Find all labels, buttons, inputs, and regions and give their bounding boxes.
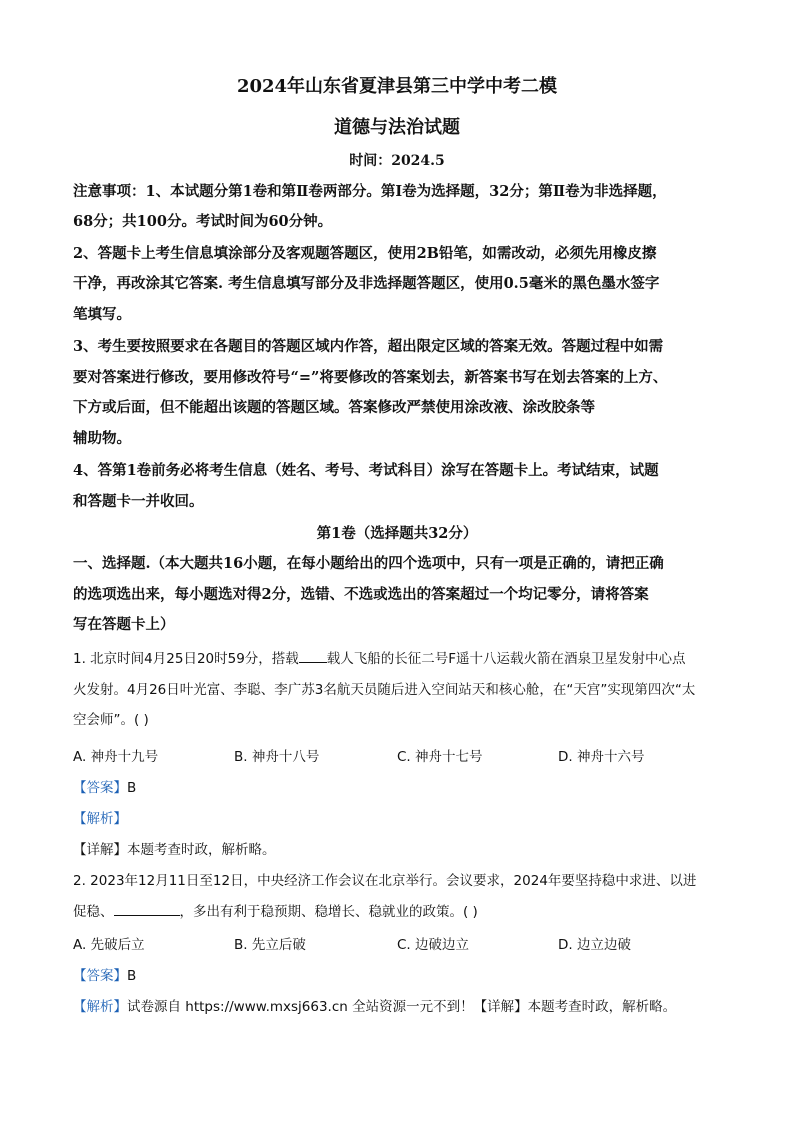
question-2-blank (114, 903, 180, 916)
notes-line-10: 4、答第1卷前务必将考生信息（姓名、考号、考试科目）涂写在答题卡上。考试结束，试题 (73, 462, 659, 479)
notes-line-8: 下方或后面，但不能超出该题的答题区域。答案修改严禁使用涂改液、涂改胶条等 (73, 399, 595, 416)
question-1-option-d: D. 神舟十六号 (558, 749, 645, 765)
notes-line-3: 2、答题卡上考生信息填涂部分及客观题答题区，使用2B铅笔，如需改动，必须先用橡皮擦 (73, 245, 657, 262)
notes-line-2: 68分；共100分。考试时间为60分钟。 (73, 213, 333, 230)
question-2-line-2 (73, 897, 733, 927)
section-intro-line-1: 一、选择题.（本大题共16小题，在每小题给出的四个选项中，只有一项是正确的，请把正确 (73, 555, 664, 572)
question-1-blank (299, 650, 327, 663)
question-2-analysis (73, 995, 676, 1015)
notes-line-4: 干净，再改涂其它答案. 考生信息填写部分及非选择题答题区，使用0.5毫米的黑色墨水签字 (73, 275, 660, 292)
question-2-option-d: D. 边立边破 (558, 937, 631, 953)
notes-line-9: 辅助物。 (73, 430, 131, 447)
notes-line-11: 和答题卡一并收回。 (73, 493, 204, 510)
notes-line-5: 笔填写。 (73, 306, 131, 323)
answer-value: B (127, 968, 137, 984)
question-1-text-start: 1. 北京时间4月25日20时59分，搭载 (73, 651, 299, 667)
question-1-answer (73, 776, 136, 796)
question-1-line-3: 空会师”。( ) (73, 712, 149, 728)
notes-line-1: 注意事项：1、本试题分第1卷和第Ⅱ卷两部分。第Ⅰ卷为选择题，32分；第Ⅱ卷为非选择题， (73, 183, 667, 200)
question-2-option-a: A. 先破后立 (73, 937, 145, 953)
question-1-analysis (73, 807, 127, 827)
question-1-line-2: 火发射。4月26日叶光富、李聪、李广苏3名航天员随后进入空间站天和核心舱，在“天宫”实现第四次“太 (73, 682, 696, 698)
question-2-text-start: 促稳、 (73, 904, 114, 920)
question-1-detail (73, 838, 276, 858)
analysis-label: 【解析】 (73, 811, 127, 827)
notes-line-6: 3、考生要按照要求在各题目的答题区域内作答，超出限定区域的答案无效。答题过程中如需 (73, 338, 664, 355)
exam-subtitle: 道德与法治试题 (334, 117, 460, 138)
question-1-option-b: B. 神舟十八号 (234, 749, 320, 765)
notes-line-7: 要对答案进行修改，要用修改符号“=”将要修改的答案划去，新答案书写在划去答案的上方、 (73, 369, 668, 386)
question-2-line-1: 2. 2023年12月11日至12日，中央经济工作会议在北京举行。会议要求，2024年要坚持稳中求进、以进 (73, 873, 697, 889)
section-heading: 第1卷（选择题共32分） (316, 525, 478, 542)
section-intro-line-3: 写在答题卡上） (73, 616, 175, 633)
answer-label: 【答案】 (73, 780, 127, 796)
analysis-label: 【解析】 (73, 999, 127, 1015)
answer-label: 【答案】 (73, 968, 127, 984)
detail-text: 本题考查时政，解析略。 (127, 842, 276, 858)
section-intro-line-2: 的选项选出来，每小题选对得2分，选错、不选或选出的答案超过一个均记零分，请将答案 (73, 586, 649, 603)
question-2-option-b: B. 先立后破 (234, 937, 306, 953)
question-1-option-a: A. 神舟十九号 (73, 749, 159, 765)
answer-value: B (127, 780, 137, 796)
question-2-option-c: C. 边破边立 (397, 937, 470, 953)
exam-time: 时间：2024.5 (349, 153, 445, 169)
question-2-text-end: ，多出有利于稳预期、稳增长、稳就业的政策。( ) (179, 904, 478, 920)
question-1-option-c: C. 神舟十七号 (397, 749, 483, 765)
exam-title: 2024年山东省夏津县第三中学中考二模 (236, 76, 558, 97)
question-1-text-end: 载人飞船的长征二号F遥十八运载火箭在酒泉卫星发射中心点 (326, 651, 686, 667)
question-1-line-1 (73, 644, 733, 674)
question-2-answer (73, 964, 136, 984)
analysis-text: 试卷源自 https://www.mxsj663.cn 全站资源一元不到！【详解】本题考查时政，解析略。 (127, 999, 677, 1015)
detail-label: 【详解】 (73, 842, 127, 858)
